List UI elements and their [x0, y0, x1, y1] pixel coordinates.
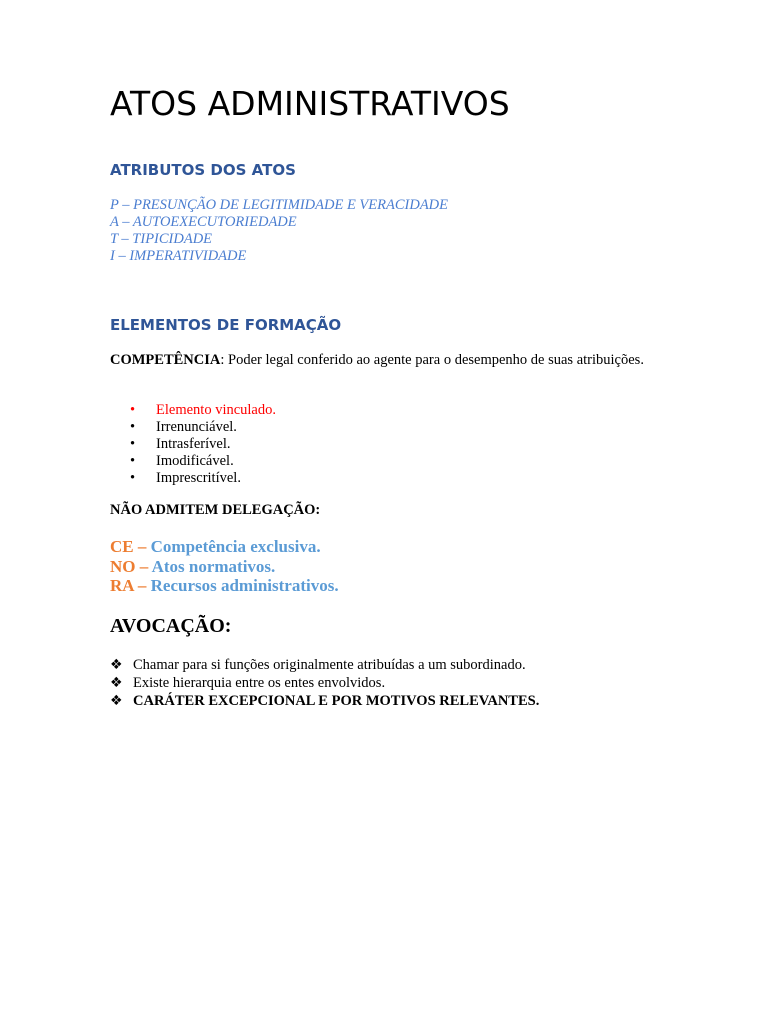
bullet-icon: • [130, 436, 136, 452]
list-item-text: Chamar para si funções originalmente atribuídas a um subordinado. [133, 657, 526, 673]
competencia-bullet-list [110, 402, 276, 487]
acronym-description: Recursos administrativos. [150, 576, 339, 595]
competencia-definition: : Poder legal conferido ao agente para o desempenho de suas atribuições. [220, 352, 644, 368]
bullet-icon: • [130, 402, 136, 418]
competencia-term: COMPETÊNCIA [110, 352, 221, 368]
list-item [110, 419, 276, 436]
list-item [110, 470, 276, 487]
attribute-item: I – IMPERATIVIDADE [110, 248, 247, 264]
list-item [110, 692, 539, 710]
acronym-item [110, 576, 339, 596]
acronym-code: NO – [110, 556, 152, 576]
acronym-list [110, 537, 339, 596]
diamond-bullet-icon: ❖ [110, 657, 123, 673]
section-heading-elementos: ELEMENTOS DE FORMAÇÃO [110, 316, 342, 334]
diamond-bullet-icon: ❖ [110, 675, 123, 691]
acronym-code: CE – [110, 537, 151, 556]
section-heading-atributos: ATRIBUTOS DOS ATOS [110, 161, 296, 179]
page-title: ATOS ADMINISTRATIVOS [110, 84, 510, 123]
acronym-description: Competência exclusiva. [150, 537, 321, 556]
bullet-icon: • [130, 470, 136, 486]
list-item-text: Imprescritível. [156, 470, 241, 486]
bullet-icon: • [130, 419, 136, 435]
avocacao-list [110, 656, 539, 710]
acronym-item [110, 557, 339, 577]
delegacao-heading: NÃO ADMITEM DELEGAÇÃO: [110, 502, 321, 518]
acronym-item [110, 537, 339, 557]
attribute-item: P – PRESUNÇÃO DE LEGITIMIDADE E VERACIDADE [110, 197, 449, 213]
acronym-description: Atos normativos. [151, 556, 276, 576]
competencia-paragraph [110, 352, 650, 369]
list-item-text: Irrenunciável. [156, 419, 237, 435]
list-item [110, 436, 276, 453]
list-item-text: CARÁTER EXCEPCIONAL E POR MOTIVOS RELEVANTES. [133, 693, 540, 709]
list-item [110, 453, 276, 470]
attribute-item: A – AUTOEXECUTORIEDADE [110, 214, 297, 230]
list-item [110, 402, 276, 419]
attribute-item: T – TIPICIDADE [110, 231, 213, 247]
bullet-icon: • [130, 453, 136, 469]
diamond-bullet-icon: ❖ [110, 693, 123, 709]
attributes-list [110, 197, 448, 265]
list-item-text: Elemento vinculado. [156, 402, 276, 418]
acronym-code: RA – [110, 576, 151, 595]
avocacao-heading: AVOCAÇÃO: [110, 615, 232, 637]
list-item [110, 656, 539, 674]
list-item-text: Existe hierarquia entre os entes envolvidos. [133, 675, 386, 691]
list-item-text: Imodificável. [156, 453, 234, 469]
list-item-text: Intrasferível. [156, 436, 231, 452]
list-item [110, 674, 539, 692]
